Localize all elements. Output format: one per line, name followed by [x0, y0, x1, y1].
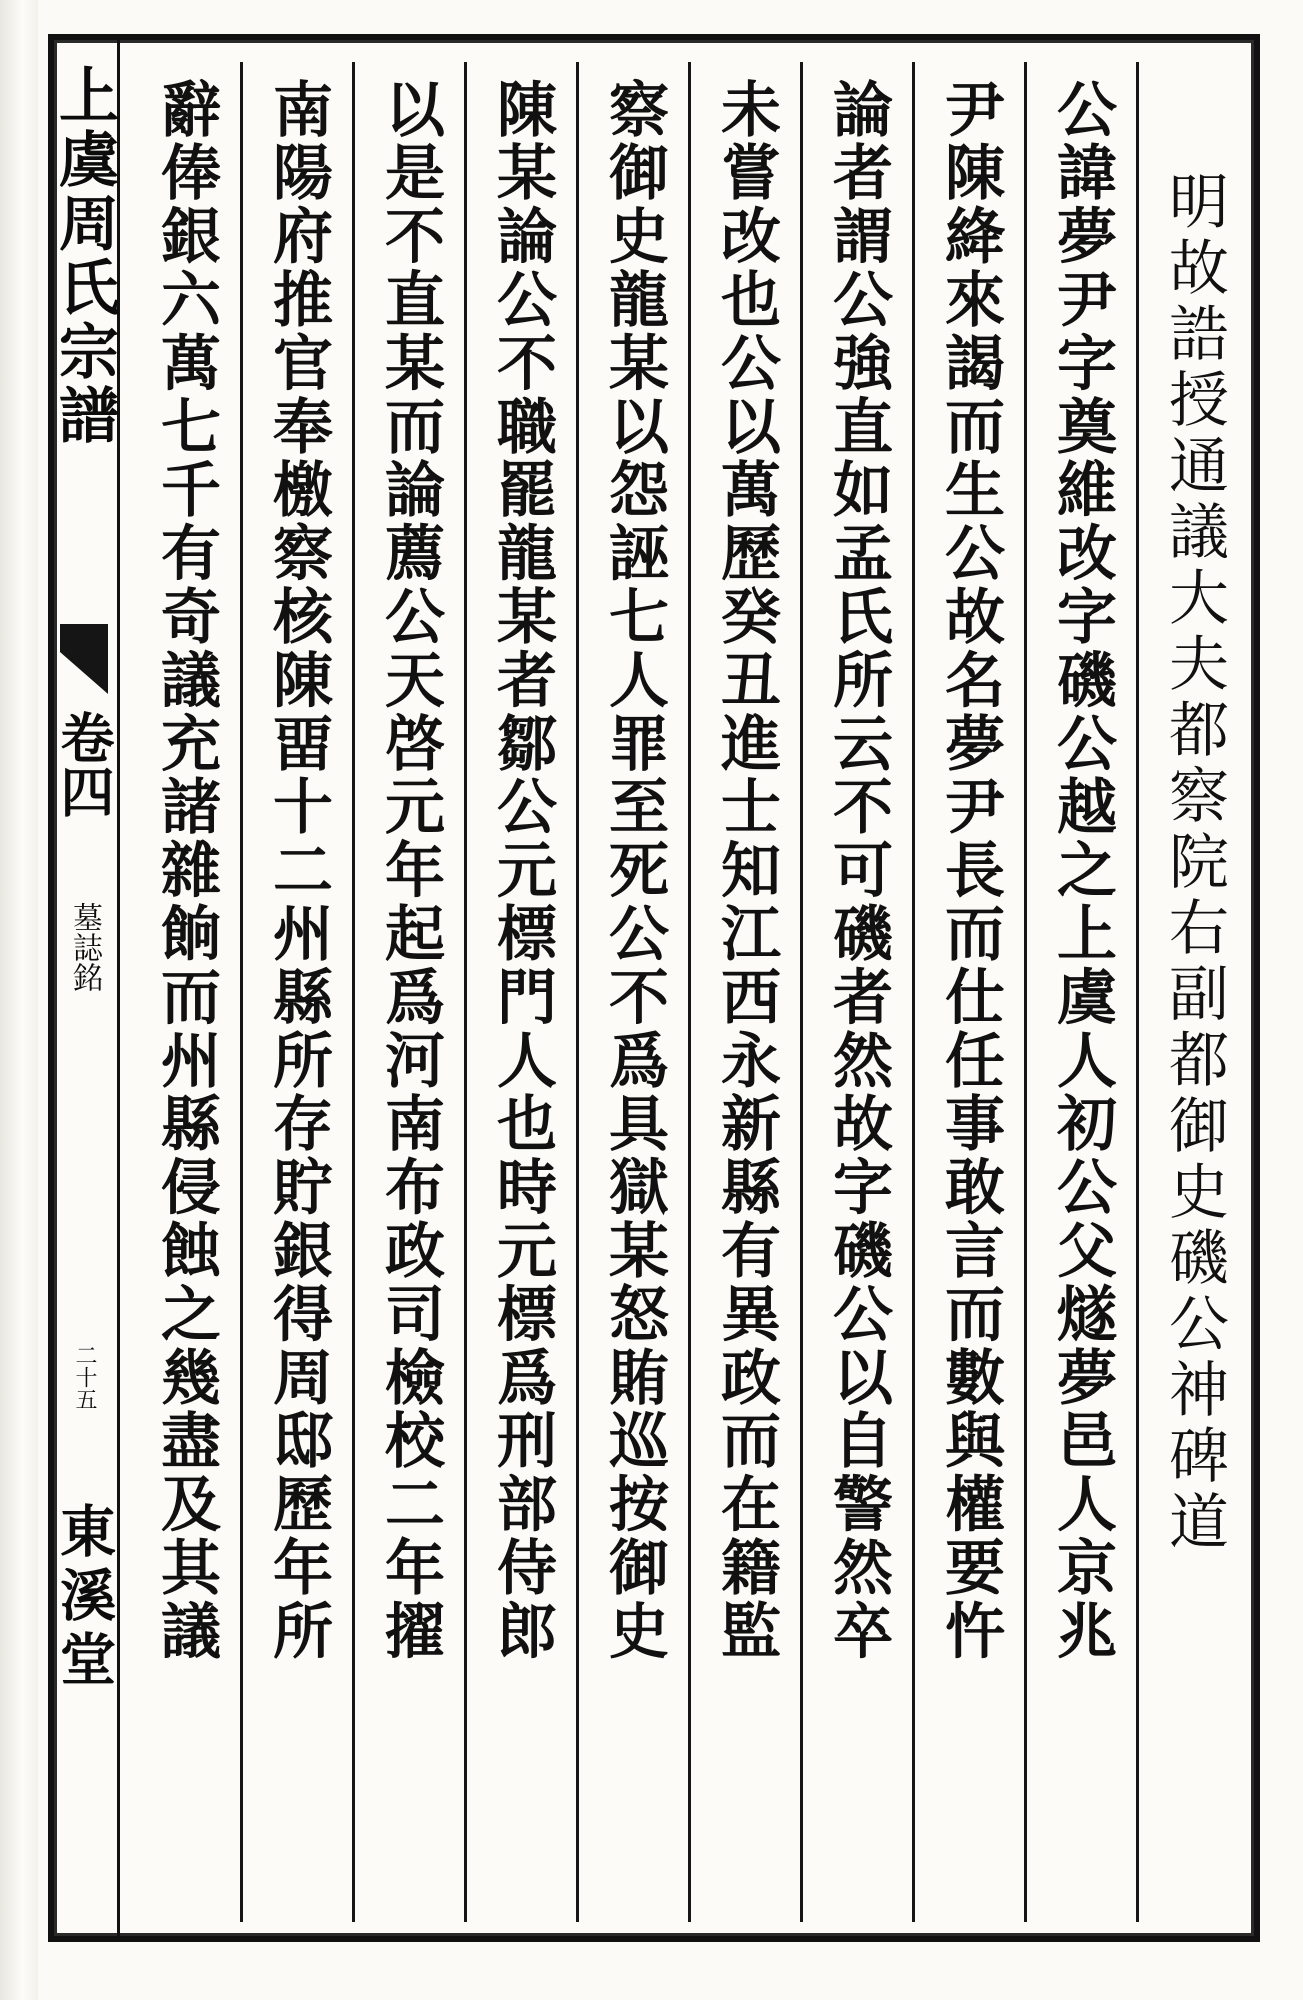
text-column: 論者謂公強直如孟氏所云不可磯者然故字磯公以自警然卒: [823, 78, 893, 1663]
page-margin-column: [48, 34, 120, 1942]
margin-section: 墓誌銘: [67, 902, 102, 992]
text-column: 辭俸銀六萬七千有奇議充諸雜餉而州縣侵蝕之幾盡及其議: [151, 78, 221, 1663]
text-column: 公諱夢尹字奠維改字磯公越之上虞人初公父燧夢邑人京兆: [1047, 78, 1117, 1663]
fish-tail-mark-icon: [60, 624, 108, 694]
margin-book-title: 上虞周氏宗譜: [49, 64, 119, 448]
inscription-title: 明故誥授通議大夫都察院右副都御史磯公神碑道: [1159, 170, 1229, 1556]
margin-folio-number: 二十五: [72, 1344, 97, 1410]
text-area: [120, 40, 1254, 1936]
text-column: 察御史龍某以怨誣七人罪至死公不爲具獄某怒賄巡按御史: [599, 78, 669, 1663]
margin-volume: 卷四: [52, 710, 116, 818]
text-column: 尹陳絳來謁而生公故名夢尹長而仕任事敢言而數與權要忤: [935, 78, 1005, 1663]
text-column: 陳某論公不職罷龍某者鄒公元標門人也時元標爲刑部侍郎: [487, 78, 557, 1663]
text-column: 南陽府推官奉檄察核陳畱十二州縣所存貯銀得周邸歷年所: [263, 78, 333, 1663]
text-column: 以是不直某而論薦公天啓元年起爲河南布政司檢校二年擢: [375, 78, 445, 1663]
book-binding-edge: [0, 0, 38, 2000]
text-column: 未嘗改也公以萬歷癸丑進士知江西永新縣有異政而在籍監: [711, 78, 781, 1663]
margin-hall-name: 東溪堂: [51, 1502, 117, 1694]
